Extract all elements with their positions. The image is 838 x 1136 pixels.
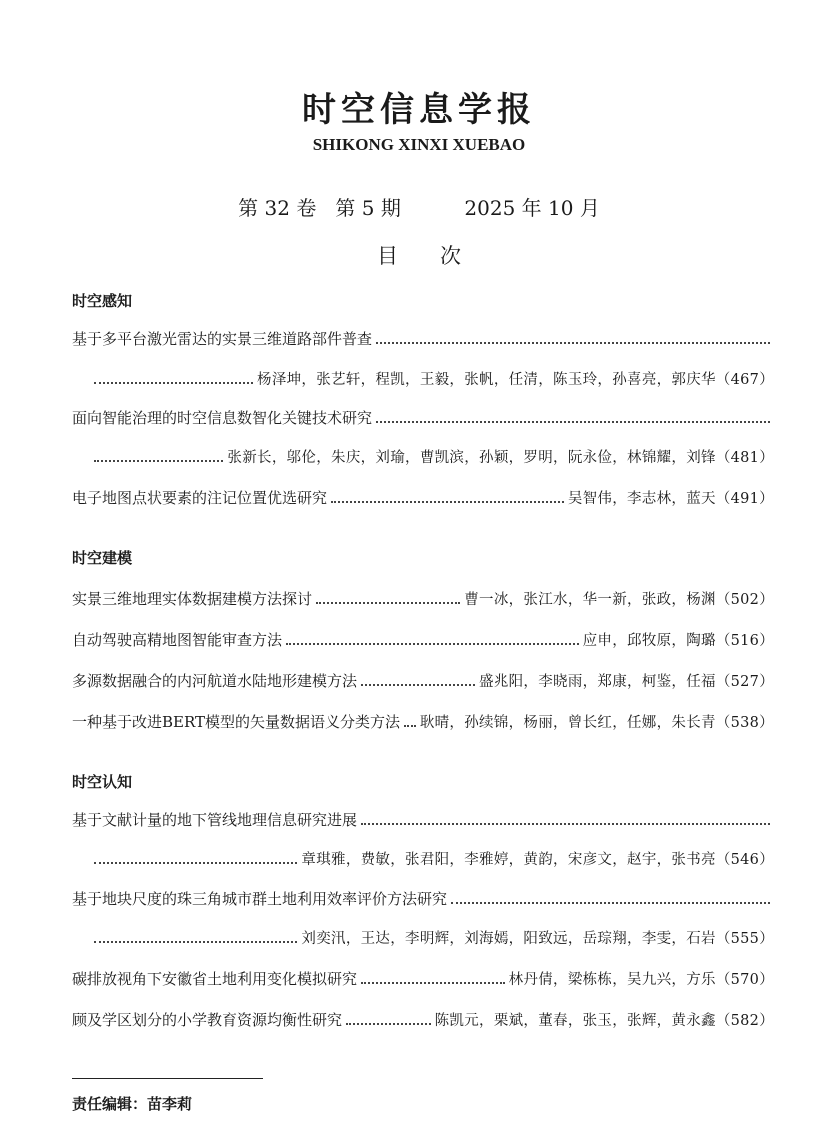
article-authors: 应申，邱牧原，陶璐（516） [582, 633, 774, 649]
leader-dots [346, 1022, 431, 1025]
section-heading: 时空建模 [72, 549, 133, 567]
article-authors: 盛兆阳，李晓雨，郑康，柯鉴，任福（527） [479, 674, 774, 690]
article-line[interactable] [72, 669, 774, 691]
article-authors-line [90, 926, 774, 948]
article-title: 基于地块尺度的珠三角城市群土地利用效率评价方法研究 [72, 890, 448, 908]
leader-dots [286, 642, 579, 645]
toc-heading: 目次 [377, 244, 503, 268]
article-authors: 刘奕汛，王达，李明辉，刘海嫣，阳致远，岳琮翔，李雯，石岩（555） [301, 931, 774, 947]
article-authors: 杨泽坤，张艺轩，程凯，王毅，张帆，任清，陈玉玲，孙喜亮，郭庆华（467） [257, 372, 774, 388]
leader-dots [316, 601, 460, 604]
leader-dots [361, 981, 505, 984]
article-authors: 章琪雅，费敏，张君阳，李雅婷，黄韵，宋彦文，赵宇，张书亮（546） [301, 852, 774, 868]
article-authors: 张新长，邬伦，朱庆，刘瑜，曹凯滨，孙颖，罗明，阮永俭，林锦耀，刘锋（481） [227, 450, 774, 466]
article-line[interactable] [72, 587, 774, 609]
article-authors: 曹一冰，张江水，华一新，张政，杨渊（502） [464, 592, 774, 608]
article-line[interactable] [72, 628, 774, 650]
section-heading: 时空认知 [72, 773, 133, 791]
leader-dots [361, 822, 770, 825]
article-title: 多源数据融合的内河航道水陆地形建模方法 [72, 672, 358, 690]
article-title-line[interactable] [72, 808, 774, 830]
journal-title: 时空信息学报 [302, 90, 536, 130]
leader-dots [376, 341, 770, 344]
leader-dots [94, 459, 223, 462]
leader-dots [94, 940, 297, 943]
article-title-line[interactable] [72, 406, 774, 428]
article-title-line[interactable] [72, 327, 774, 349]
section-heading: 时空感知 [72, 292, 133, 310]
article-title: 实景三维地理实体数据建模方法探讨 [72, 590, 313, 608]
article-title-line[interactable] [72, 887, 774, 909]
article-title: 基于文献计量的地下管线地理信息研究进展 [72, 811, 358, 829]
article-line[interactable] [72, 486, 774, 508]
article-title: 一种基于改进BERT模型的矢量数据语义分类方法 [72, 713, 401, 731]
article-line[interactable] [72, 967, 774, 989]
responsible-editor: 责任编辑：苗李莉 [72, 1095, 193, 1113]
leader-dots [376, 420, 770, 423]
leader-dots [331, 500, 564, 503]
leader-dots [361, 683, 475, 686]
article-line[interactable] [72, 710, 774, 732]
article-title: 自动驾驶高精地图智能审查方法 [72, 631, 283, 649]
leader-dots [404, 724, 416, 727]
article-title: 基于多平台激光雷达的实景三维道路部件普查 [72, 330, 373, 348]
article-title: 电子地图点状要素的注记位置优选研究 [72, 489, 328, 507]
article-title: 碳排放视角下安徽省土地利用变化模拟研究 [72, 970, 358, 988]
article-title: 面向智能治理的时空信息数智化关键技术研究 [72, 409, 373, 427]
article-authors: 陈凯元，栗斌，董春，张玉，张辉，黄永鑫（582） [434, 1013, 774, 1029]
leader-dots [94, 861, 297, 864]
article-title: 顾及学区划分的小学教育资源均衡性研究 [72, 1011, 343, 1029]
journal-subtitle: SHIKONG XINXI XUEBAO [312, 135, 526, 154]
article-authors: 林丹倩，梁栋栋，吴九兴，方乐（570） [508, 972, 774, 988]
article-line[interactable] [72, 1008, 774, 1030]
article-authors-line [90, 367, 774, 389]
footer-rule [72, 1078, 263, 1079]
article-authors-line [90, 847, 774, 869]
article-authors-line [90, 445, 774, 467]
issue-line: 第 32 卷 第 5 期 2025 年 10 月 [238, 196, 600, 220]
article-authors: 耿晴，孙续锦，杨丽，曾长红，任娜，朱长青（538） [419, 715, 774, 731]
article-authors: 吴智伟，李志林，蓝天（491） [567, 491, 774, 507]
leader-dots [94, 381, 253, 384]
leader-dots [451, 901, 770, 904]
